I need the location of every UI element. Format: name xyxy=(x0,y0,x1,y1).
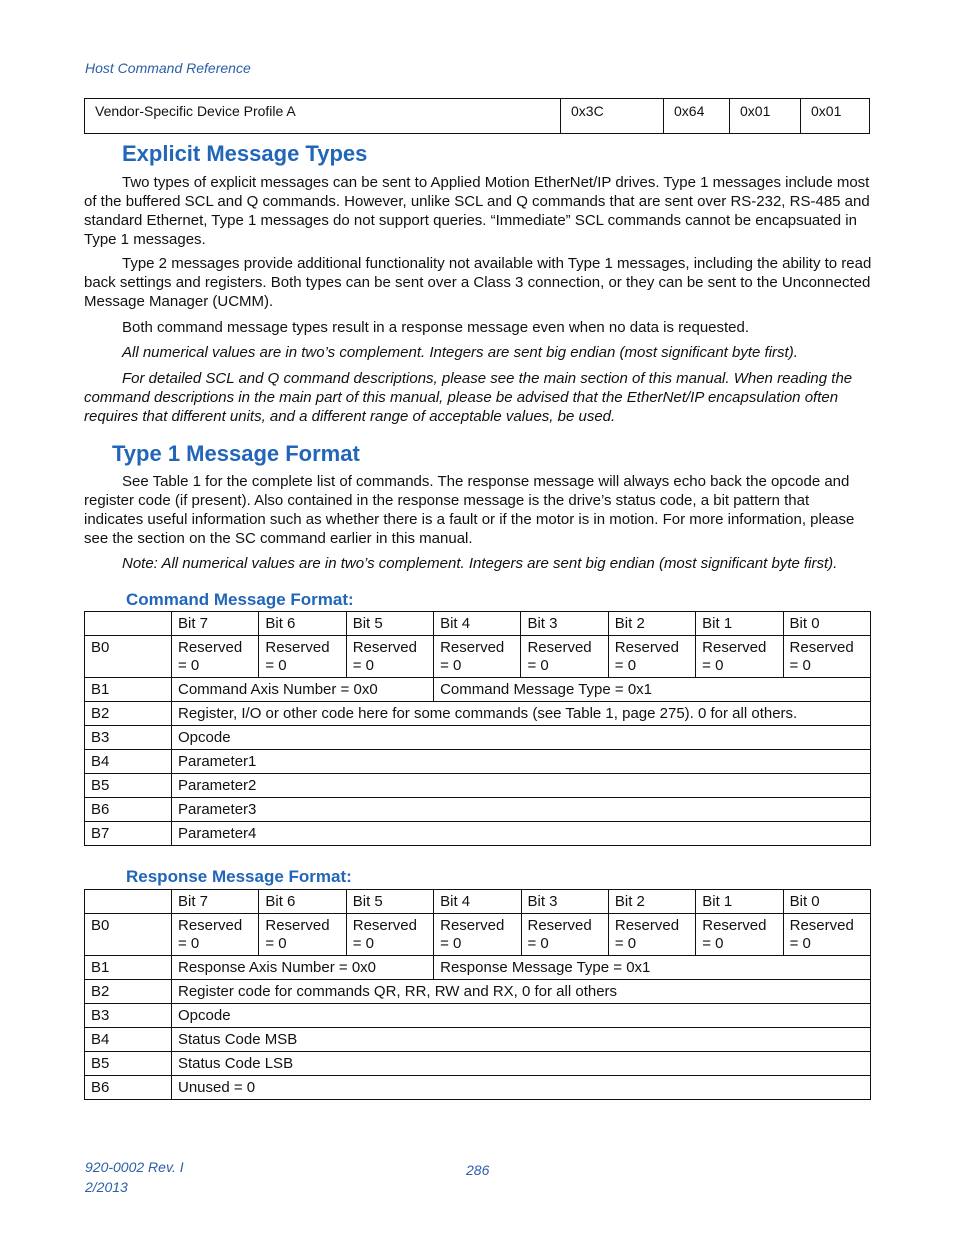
table-row xyxy=(85,956,871,980)
bit-header: Bit 4 xyxy=(434,612,521,636)
response-message-format-table xyxy=(84,889,871,1100)
paragraph: Two types of explicit messages can be sent to Applied Motion EtherNet/IP drives. Type 1 messages include most of the buffered SCL and Q commands. However, unlike SCL and Q commands that are sent over RS-232, RS-485 and standard Ethernet, Type 1 messages do not support queries. “Immediate” SCL commands cannot be encapsuated in Type 1 messages. xyxy=(84,174,870,248)
byte-description: Opcode xyxy=(172,1004,871,1028)
byte-description: Opcode xyxy=(172,726,871,750)
byte-label: B3 xyxy=(85,1004,172,1028)
table-cell xyxy=(85,890,172,914)
byte-label: B1 xyxy=(85,678,172,702)
paragraph-italic: For detailed SCL and Q command descriptions, please see the main section of this manual. When reading the command descriptions in the main part of this manual, please be advised that the EtherNet/IP encapsulation often requires that different units, and a different range of acceptable values, be used. xyxy=(84,370,853,425)
table-row xyxy=(85,636,871,678)
reserved-cell: Reserved = 0 xyxy=(434,914,521,956)
note-paragraph: Note: All numerical values are in two’s complement. Integers are sent big endian (most significant byte first). xyxy=(122,555,838,572)
table-row xyxy=(85,726,871,750)
table-row xyxy=(85,914,871,956)
bit-header: Bit 2 xyxy=(608,890,695,914)
message-type-cell: Command Message Type = 0x1 xyxy=(434,678,871,702)
bit-header: Bit 0 xyxy=(783,612,870,636)
byte-description: Status Code LSB xyxy=(172,1052,871,1076)
reserved-cell: Reserved = 0 xyxy=(783,636,870,678)
reserved-cell: Reserved = 0 xyxy=(696,914,783,956)
paragraph: Both command message types result in a response message even when no data is requested. xyxy=(122,319,750,336)
byte-description: Parameter2 xyxy=(172,774,871,798)
table-cell xyxy=(85,612,172,636)
profile-value-cell: 0x01 xyxy=(730,99,801,134)
byte-description: Parameter1 xyxy=(172,750,871,774)
explicit-message-types-heading: Explicit Message Types xyxy=(122,141,368,166)
reserved-cell: Reserved = 0 xyxy=(259,914,346,956)
byte-label: B4 xyxy=(85,750,172,774)
byte-description: Register, I/O or other code here for some commands (see Table 1, page 275). 0 for all others. xyxy=(172,702,871,726)
bit-header: Bit 4 xyxy=(434,890,521,914)
byte-label: B2 xyxy=(85,980,172,1004)
table-row xyxy=(85,1028,871,1052)
footer-doc-info xyxy=(85,1157,184,1197)
doc-number: 920-0002 Rev. I xyxy=(85,1159,184,1175)
table-row xyxy=(85,1052,871,1076)
byte-label: B6 xyxy=(85,798,172,822)
table-row xyxy=(85,890,871,914)
byte-label: B0 xyxy=(85,914,172,956)
table-row xyxy=(85,678,871,702)
byte-label: B1 xyxy=(85,956,172,980)
command-message-format-heading: Command Message Format: xyxy=(126,590,354,609)
bit-header: Bit 3 xyxy=(521,890,608,914)
byte-label: B0 xyxy=(85,636,172,678)
reserved-cell: Reserved = 0 xyxy=(172,914,259,956)
page-number: 286 xyxy=(466,1162,490,1178)
message-type-cell: Response Message Type = 0x1 xyxy=(434,956,871,980)
table-row xyxy=(85,1004,871,1028)
byte-label: B4 xyxy=(85,1028,172,1052)
vendor-profile-row-table xyxy=(84,98,870,134)
bit-header: Bit 1 xyxy=(696,612,783,636)
table-row xyxy=(85,612,871,636)
byte-description: Register code for commands QR, RR, RW and RX, 0 for all others xyxy=(172,980,871,1004)
reserved-cell: Reserved = 0 xyxy=(608,636,695,678)
bit-header: Bit 5 xyxy=(346,890,433,914)
response-message-format-heading: Response Message Format: xyxy=(126,867,352,886)
table-row xyxy=(85,1076,871,1100)
axis-number-cell: Command Axis Number = 0x0 xyxy=(172,678,434,702)
bit-header: Bit 7 xyxy=(172,612,259,636)
table-row xyxy=(85,750,871,774)
byte-label: B2 xyxy=(85,702,172,726)
bit-header: Bit 1 xyxy=(696,890,783,914)
profile-value-cell: 0x64 xyxy=(664,99,730,134)
table-row xyxy=(85,99,870,134)
profile-name-cell: Vendor-Specific Device Profile A xyxy=(85,99,561,134)
byte-description: Status Code MSB xyxy=(172,1028,871,1052)
paragraph: See Table 1 for the complete list of commands. The response message will always echo back the opcode and register code (if present). Also contained in the response message is the drive’s status code, a bit pattern that indicates useful information such as whether there is a fault or if the motor is in motion. For more information, please see the section on the SC command earlier in this manual. xyxy=(84,473,855,547)
reserved-cell: Reserved = 0 xyxy=(521,636,608,678)
reserved-cell: Reserved = 0 xyxy=(608,914,695,956)
reserved-cell: Reserved = 0 xyxy=(346,914,433,956)
bit-header: Bit 5 xyxy=(346,612,433,636)
table-row xyxy=(85,774,871,798)
table-row xyxy=(85,980,871,1004)
profile-value-cell: 0x3C xyxy=(561,99,664,134)
reserved-cell: Reserved = 0 xyxy=(172,636,259,678)
reserved-cell: Reserved = 0 xyxy=(346,636,433,678)
reserved-cell: Reserved = 0 xyxy=(259,636,346,678)
table-row xyxy=(85,798,871,822)
byte-label: B5 xyxy=(85,774,172,798)
profile-value-cell: 0x01 xyxy=(801,99,870,134)
byte-description: Unused = 0 xyxy=(172,1076,871,1100)
reserved-cell: Reserved = 0 xyxy=(783,914,870,956)
bit-header: Bit 6 xyxy=(259,612,346,636)
byte-label: B5 xyxy=(85,1052,172,1076)
reserved-cell: Reserved = 0 xyxy=(521,914,608,956)
paragraph: Type 2 messages provide additional functionality not available with Type 1 messages, including the ability to read back settings and registers. Both types can be sent over a Class 3 connection, or they can be sent to the Unconnected Message Manager (UCMM). xyxy=(84,255,872,310)
bit-header: Bit 0 xyxy=(783,890,870,914)
bit-header: Bit 3 xyxy=(521,612,608,636)
command-message-format-table xyxy=(84,611,871,846)
byte-description: Parameter4 xyxy=(172,822,871,846)
table-row xyxy=(85,822,871,846)
bit-header: Bit 7 xyxy=(172,890,259,914)
bit-header: Bit 6 xyxy=(259,890,346,914)
reserved-cell: Reserved = 0 xyxy=(434,636,521,678)
running-header: Host Command Reference xyxy=(85,60,251,76)
table-row xyxy=(85,702,871,726)
reserved-cell: Reserved = 0 xyxy=(696,636,783,678)
doc-date: 2/2013 xyxy=(85,1179,128,1195)
byte-description: Parameter3 xyxy=(172,798,871,822)
axis-number-cell: Response Axis Number = 0x0 xyxy=(172,956,434,980)
byte-label: B7 xyxy=(85,822,172,846)
byte-label: B3 xyxy=(85,726,172,750)
paragraph-italic: All numerical values are in two’s complement. Integers are sent big endian (most significant byte first). xyxy=(122,344,798,361)
bit-header: Bit 2 xyxy=(608,612,695,636)
byte-label: B6 xyxy=(85,1076,172,1100)
type1-message-format-heading: Type 1 Message Format xyxy=(112,441,360,466)
